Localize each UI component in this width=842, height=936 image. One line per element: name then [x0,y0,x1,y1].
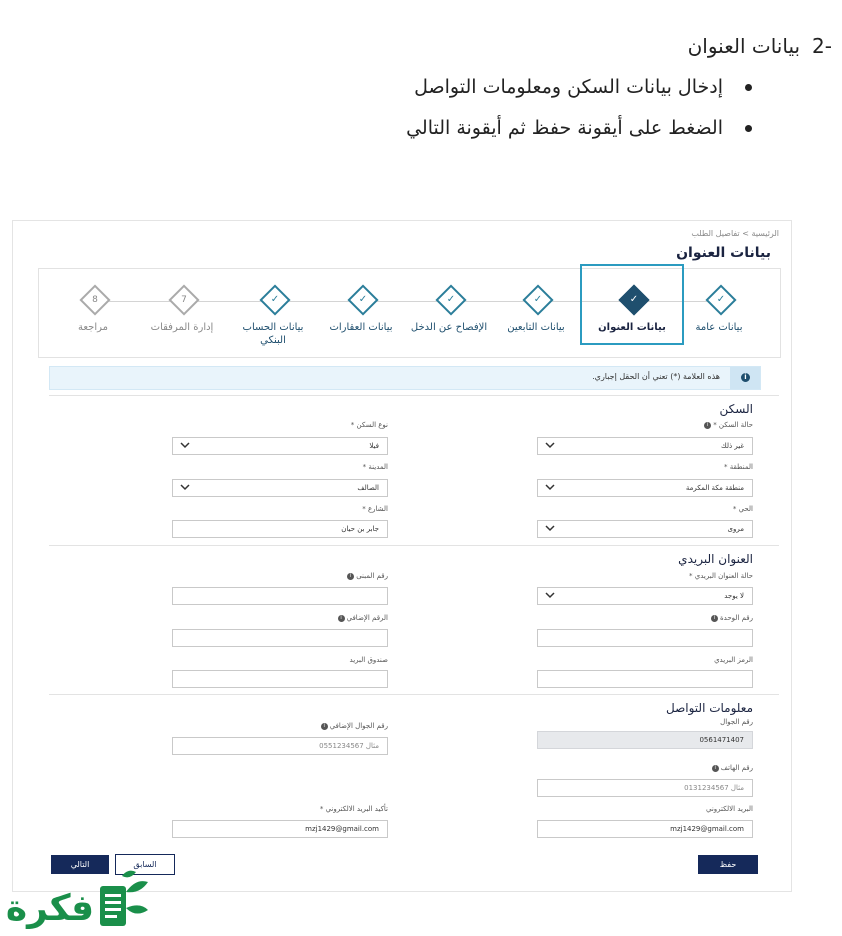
step-properties-data[interactable] [311,269,411,357]
chevron-down-icon [180,440,190,450]
doc-heading [688,34,832,58]
fikra-logo [2,868,152,932]
housing-status-select[interactable]: غير ذلك [537,437,753,455]
step-income-disclosure[interactable] [399,269,499,357]
doc-heading-text: بيانات العنوان [687,34,801,58]
po-box-input[interactable] [172,670,388,688]
doc-bullet-text: إدخال بيانات السكن ومعلومات التواصل [414,76,723,98]
chevron-down-icon [545,482,555,492]
page-title: بيانات العنوان [676,245,771,261]
email-confirm-label: تأكيد البريد الالكتروني * [319,805,388,813]
section-title-contact: معلومات التواصل [665,701,753,715]
fikra-logo-icon [2,868,152,932]
previous-button[interactable]: السابق [115,854,175,875]
step-dependents-data[interactable] [486,269,586,357]
alt-mobile-label: رقم الجوال الإضافيi [172,722,388,730]
progress-stepper [38,268,781,358]
unit-number-label: رقم الوحدةi [537,614,753,622]
building-number-input[interactable] [172,587,388,605]
email-confirm-input[interactable]: mzj1429@gmail.com [172,820,388,838]
info-icon: i [338,615,345,622]
section-title-housing: السكن [719,402,753,416]
step-number-icon: 8 [79,284,110,315]
info-icon: i [712,765,719,772]
section-divider [49,395,779,396]
section-divider [49,545,779,546]
street-label: الشارع * [362,505,388,513]
region-label: المنطقة * [724,463,753,471]
postal-status-label: حالة العنوان البريدي * [689,572,753,580]
step-label: الإفصاح عن الدخل [410,322,488,333]
step-label: بيانات التابعين [507,322,565,333]
doc-bullet [406,117,752,139]
zip-code-label: الرمز البريدي [714,656,753,664]
info-icon: i [321,723,328,730]
check-icon: ✓ [435,284,466,315]
check-icon: ✓ [347,284,378,315]
doc-heading-number: -2 [812,34,832,58]
step-number-icon: 7 [168,284,199,315]
housing-type-select[interactable]: فيلا [172,437,388,455]
save-button[interactable]: حفظ [698,855,758,874]
chevron-down-icon [545,590,555,600]
logo-text: فكرة [5,888,95,929]
required-notice [49,366,761,390]
step-label: إدارة المرفقات [150,322,214,333]
region-select[interactable]: منطقة مكة المكرمة [537,479,753,497]
notice-text: هذه العلامة (*) تعني أن الحقل إجباري. [592,372,720,381]
zip-code-input[interactable] [537,670,753,688]
extra-number-label: الرقم الإضافيi [172,614,388,622]
step-review[interactable] [43,269,143,357]
postal-status-select[interactable]: لا يوجد [537,587,753,605]
unit-number-input[interactable] [537,629,753,647]
district-label: الحي * [732,505,753,513]
step-label: بيانات الحساب البنكي [242,322,304,346]
step-label: بيانات العقارات [329,322,393,333]
check-icon: ✓ [705,284,736,315]
phone-label: رقم الهاتفi [537,764,753,772]
housing-status-label: حالة السكن *i [537,421,753,429]
alt-mobile-input[interactable]: مثال 0551234567 [172,737,388,755]
check-icon: ✓ [618,284,649,315]
bullet-dot-icon [745,125,752,132]
step-general-data[interactable] [669,269,769,357]
step-address-data[interactable] [580,264,684,345]
district-select[interactable]: مروى [537,520,753,538]
info-icon: i [711,615,718,622]
section-divider [49,694,779,695]
doc-bullet [414,76,752,98]
phone-input[interactable]: مثال 0131234567 [537,779,753,797]
info-icon: i [347,573,354,580]
doc-bullet-text: الضغط على أيقونة حفظ ثم أيقونة التالي [406,117,723,139]
chevron-down-icon [545,440,555,450]
check-icon: ✓ [259,284,290,315]
step-attachments[interactable] [132,269,232,357]
check-icon: ✓ [522,284,553,315]
city-label: المدينة * [362,463,388,471]
mobile-input: 0561471407 [537,731,753,749]
email-input[interactable]: mzj1429@gmail.com [537,820,753,838]
email-label: البريد الالكتروني [706,805,753,813]
building-number-label: رقم المبنىi [172,572,388,580]
city-select[interactable]: الصالف [172,479,388,497]
po-box-label: صندوق البريد [349,656,388,664]
bullet-dot-icon [745,84,752,91]
street-input[interactable]: جابر بن حيان [172,520,388,538]
info-icon: i [730,367,760,389]
step-label: بيانات العنوان [598,322,666,333]
next-button[interactable]: التالي [51,855,109,874]
extra-number-input[interactable] [172,629,388,647]
info-icon: i [704,422,711,429]
section-title-postal: العنوان البريدي [678,552,753,566]
form-screenshot [12,220,792,892]
step-bank-account-data[interactable] [223,269,323,357]
step-label: مراجعة [77,322,109,333]
chevron-down-icon [545,523,555,533]
mobile-label: رقم الجوال [720,718,753,726]
breadcrumb[interactable]: الرئيسية > تفاصيل الطلب [691,229,779,238]
step-label: بيانات عامة [695,322,743,333]
chevron-down-icon [180,482,190,492]
housing-type-label: نوع السكن * [350,421,388,429]
